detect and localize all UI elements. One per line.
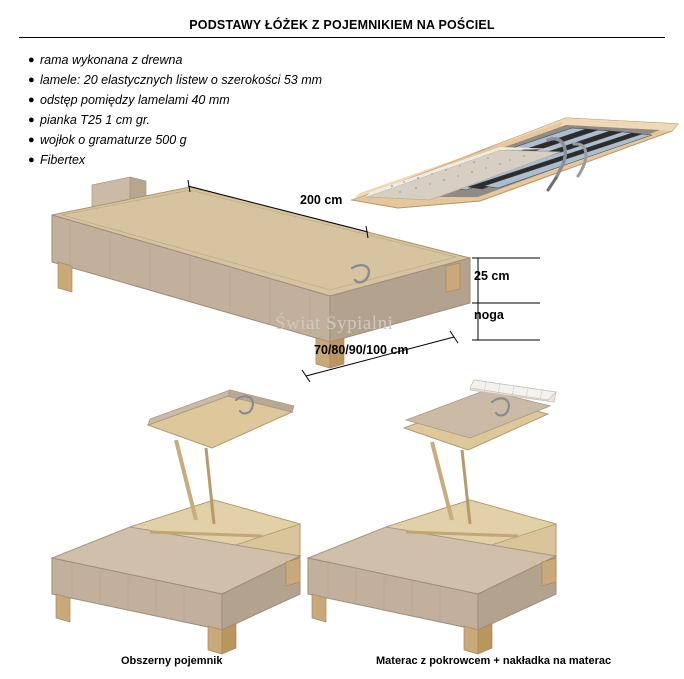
leg <box>542 558 556 586</box>
leg <box>312 594 326 622</box>
bullet-icon: ● <box>28 74 35 86</box>
bullet-icon: ● <box>28 94 35 106</box>
bullet-icon: ● <box>28 54 35 66</box>
leg <box>58 262 72 292</box>
bullet-icon: ● <box>28 114 35 126</box>
dimension-label-width: 70/80/90/100 cm <box>314 343 409 357</box>
lift-arm <box>432 442 452 520</box>
caption-right: Materac z pokrowcem + nakładka na materac <box>376 655 612 667</box>
bed-with-mattress-illustration <box>308 380 556 654</box>
leg <box>464 626 478 654</box>
dim-tick-width-start <box>302 370 310 382</box>
lift-arm <box>176 440 196 520</box>
leg <box>56 594 70 622</box>
list-item-label: odstęp pomiędzy lamelami 40 mm <box>40 93 230 107</box>
dimension-label-leg: noga <box>474 308 504 322</box>
page-title: PODSTAWY ŁÓŻEK Z POJEMNIKIEM NA POŚCIEL <box>189 18 495 32</box>
dimension-label-length: 200 cm <box>300 193 343 207</box>
bullet-icon: ● <box>28 154 35 166</box>
leg <box>446 263 460 292</box>
dim-tick-width-end <box>450 331 458 343</box>
list-item-label: pianka T25 1 cm gr. <box>40 113 151 127</box>
watermark: Świat Sypialni <box>275 313 394 334</box>
list-item-label: wojłok o gramaturze 500 g <box>40 133 187 147</box>
open-storage-bed-illustration <box>52 390 300 654</box>
caption-left: Obszerny pojemnik <box>121 655 223 667</box>
dimension-label-height: 25 cm <box>474 269 510 283</box>
slat-frame-group <box>352 118 678 208</box>
list-item-label: Fibertex <box>40 153 86 167</box>
leg <box>286 558 300 586</box>
leg <box>208 626 222 654</box>
list-item-label: rama wykonana z drewna <box>40 53 183 67</box>
bullet-icon: ● <box>28 134 35 146</box>
list-item-label: lamele: 20 elastycznych listew o szerokości 53 mm <box>40 73 323 87</box>
